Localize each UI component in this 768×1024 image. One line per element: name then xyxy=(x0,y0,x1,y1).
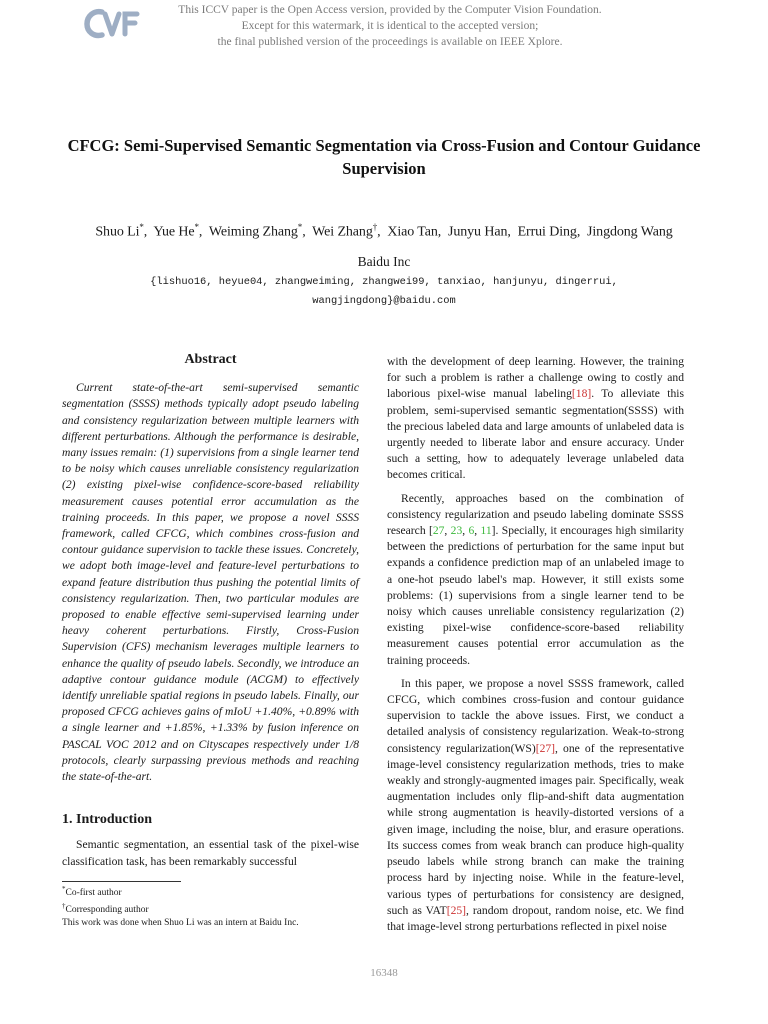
paragraph-text: In this paper, we propose a novel SSSS framework, called CFCG, which combines cross-fusion and contour guidance supervision to tackle the above issues. First, we conduct a detailed analysis of consistency regularization. Weak-to-strong consistency regularization(WS) xyxy=(387,676,684,755)
watermark-line: the final published version of the proceedings is available on IEEE Xplore. xyxy=(217,36,563,48)
watermark-line: This ICCV paper is the Open Access version, provided by the Computer Vision Foundation. xyxy=(178,4,602,16)
footnote xyxy=(62,900,362,917)
author-name: Errui Ding xyxy=(517,224,577,240)
citation-link[interactable]: [27] xyxy=(535,741,556,755)
footnote-text: Corresponding author xyxy=(65,905,149,916)
footnote-mark: * xyxy=(62,885,66,893)
paragraph-text: with the development of deep learning. However, the training for such a problem is rather a challenge owing to costly and laborious pixel-wise manual labeling xyxy=(387,355,684,401)
watermark-notice xyxy=(160,2,620,50)
author-name: Junyu Han xyxy=(447,224,508,240)
footnote xyxy=(62,883,362,900)
citation-link[interactable]: 23 xyxy=(450,524,463,538)
author-mark: * xyxy=(297,222,303,232)
paragraph-text: , one of the representative image-level consistency regularization methods, tries to make weakly and strongly-augmented images pair. Specifically, weak augmentation includes only flip-and-shift data augmentation while strong augmentation is heavily-distorted versions of a given image, including the noise, blur, and erasure operations. Its success comes from weak branch can produce high-quality pseudo labels while strong branch can make the training process hard by injecting noise. While in the feature-level, various types of perturbations for consistency are designed, such as VAT xyxy=(387,741,684,917)
author-name: Xiao Tan xyxy=(387,224,438,240)
footnotes xyxy=(62,883,362,930)
paragraph-text: Recently, approaches based on the combination of consistency regularization and pseudo labeling dominate SSSS research [ xyxy=(387,491,684,538)
body-paragraph xyxy=(387,354,684,484)
footnote: This work was done when Shuo Li was an intern at Baidu Inc. xyxy=(62,918,299,929)
body-paragraph: Semantic segmentation, an essential task of the pixel-wise classification task, has been remarkably successful xyxy=(62,838,359,868)
author-mark: * xyxy=(139,222,144,232)
author-name: Weiming Zhang xyxy=(208,224,298,240)
body-paragraph: Recently, approaches based on the combination of consistency regularization and pseudo labeling dominate SSSS research [27, 23, 6, 11]. Specially, it encourages high similarity between the predictions of perturbation for the same input but expands a confidence prediction map of an unlabeled image to a one-hot pseudo label's map. However, it still exists some problems: (1) supervisions from a single learner tend to be noisy which causes unreliable consistency regularization (2) existing pixel-wise confidence-score-based reliability measurement causes potential error accumulation as the training proceeds. xyxy=(387,491,685,667)
paragraph-text: ]. Specially, it encourages high similarity between the predictions of perturbation for the same input but expands a confidence prediction map of an unlabeled image to a one-hot pseudo label's map. However, it still exists some problems: (1) supervisions from a single learner tend to be noisy which causes unreliable consistency regularization (2) existing pixel-wise confidence-score-based reliability measurement causes potential error accumulation as the training proceeds. xyxy=(387,524,685,667)
citation-link[interactable]: [18] xyxy=(571,387,592,401)
left-column xyxy=(62,352,359,877)
body-paragraph xyxy=(387,676,684,935)
abstract-text: Current state-of-the-art semi-supervised semantic segmentation (SSSS) methods typically adopt pseudo labeling and consistency regularization between multiple learners with different perturbations. Although the performance is desirable, many issues remain: (1) supervisions from a single learner tend to be noisy which causes unreliable consistency regularization (2) existing pixel-wise confidence-score-based reliability measurement causes potential error accumulation as the training proceeds. In this paper, we propose a novel SSSS framework, called CFCG, which combines cross-fusion and contour guidance supervision to tackle these issues. Concretely, we adopt both image-level and feature-level perturbations to expand feature distribution thus pushing the potential limits of consistency regularization. Then, two particular modules are proposed to enable effective semi-supervised learning under heavy coherent perturbations. Firstly, Cross-Fusion Supervision (CFS) mechanism leverages multiple learners to enhance the quality of pseudo labels. Secondly, we introduce an adaptive contour guidance module (ACGM) to effectively identify unreliable spatial regions in pseudo labels. Finally, our proposed CFCG achieves gains of mIoU +1.40%, +0.89% with a single learner and +1.85%, +1.33% by fusion inference on PASCAL VOC 2012 and on Cityscapes respectively under 1/8 protocols, clearly surpassing previous methods and reaching the state-of-the-art. xyxy=(62,381,359,784)
email-line: wangjingdong}@baidu.com xyxy=(312,295,456,307)
citation-link[interactable]: 11 xyxy=(480,524,492,538)
paper-title: CFCG: Semi-Supervised Semantic Segmentation via Cross-Fusion and Contour Guidance Supervision xyxy=(67,136,701,178)
cvf-logo-icon xyxy=(84,4,140,40)
author-name: Yue He xyxy=(153,224,195,240)
author-mark: * xyxy=(194,222,199,232)
watermark-line: Except for this watermark, it is identical to the accepted version; xyxy=(241,20,539,32)
author-list: Shuo Li*, Yue He*, Weiming Zhang*, Wei Zhang†, Xiao Tan, Junyu Han, Errui Ding, Jingdong Wang xyxy=(95,222,673,240)
right-column xyxy=(387,354,684,942)
author-mark: † xyxy=(372,222,378,232)
citation-link[interactable]: 6 xyxy=(468,524,475,538)
affiliation: Baidu Inc xyxy=(357,254,411,269)
abstract-heading: Abstract xyxy=(184,352,237,367)
citation-link[interactable]: 27 xyxy=(432,524,445,538)
footnote-text: Co-first author xyxy=(65,888,122,899)
email-line: {lishuo16, heyue04, zhangweiming, zhangwei99, tanxiao, hanjunyu, dingerrui, xyxy=(150,276,618,288)
author-name: Wei Zhang xyxy=(312,224,373,240)
author-emails xyxy=(70,273,698,311)
author-name: Jingdong Wang xyxy=(587,224,673,240)
author-name: Shuo Li xyxy=(95,224,140,240)
footnote-mark: † xyxy=(62,902,66,911)
paragraph-text: , random dropout, random noise, etc. We find that image-level strong perturbations reflected in pixel noise xyxy=(387,903,684,933)
citation-link[interactable]: [25] xyxy=(446,903,467,917)
page-number: 16348 xyxy=(370,967,398,979)
section-heading-introduction: 1. Introduction xyxy=(62,812,152,828)
paragraph-text: . To alleviate this problem, semi-supervised semantic segmentation(SSSS) with the precious labeled data and large amounts of unlabeled data is urgently needed to liberate labor and ensure accuracy. Under such a setting, how to adequately leverage unlabeled data becomes critical. xyxy=(387,387,684,482)
footnote-divider xyxy=(62,881,181,882)
